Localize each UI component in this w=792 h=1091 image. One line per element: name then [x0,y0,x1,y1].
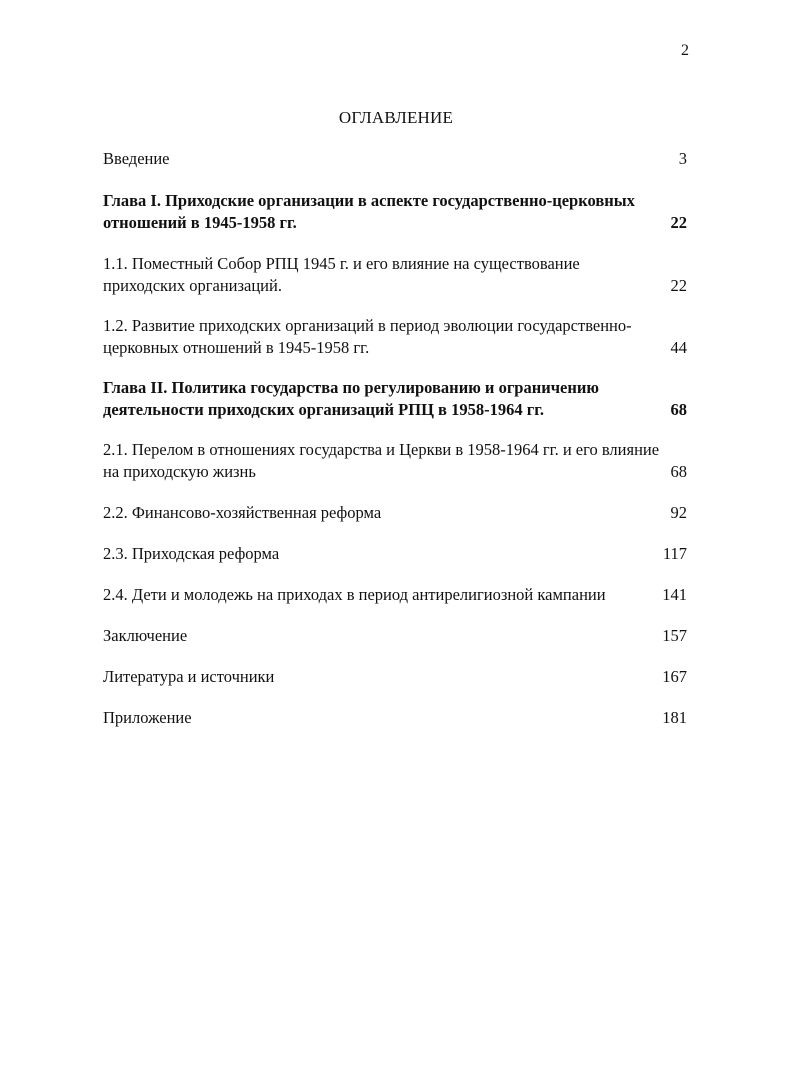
toc-entry-section-2-4[interactable] [103,584,687,606]
toc-entry-page: 92 [670,503,687,522]
toc-entry-page: 3 [678,149,687,168]
toc-entry-appendix[interactable] [103,707,687,729]
toc-entry-text: 2.2. Финансово-хозяйственная реформа [103,503,382,522]
toc-entry-text: 1.1. Поместный Собор РПЦ 1945 г. и его влияние на существование приходских организаций. [103,254,580,295]
toc-entry-page: 68 [670,400,687,419]
toc-entry-text: Приложение [103,708,192,727]
toc-entry-page: 181 [662,708,687,727]
toc-entry-text: 2.1. Перелом в отношениях государства и Церкви в 1958-1964 гг. и его влияние на приходскую жизнь [103,440,660,481]
toc-entry-chapter-2[interactable] [103,377,687,421]
toc-entry-text: Заключение [103,626,188,645]
toc-entry-section-1-1[interactable] [103,253,687,297]
toc-entry-text: Литература и источники [103,667,275,686]
table-of-contents [103,148,687,729]
toc-entry-page: 117 [662,544,687,563]
toc-entry-section-2-3[interactable] [103,543,687,565]
toc-entry-section-2-2[interactable] [103,502,687,524]
toc-entry-page: 22 [670,213,687,232]
toc-entry-introduction[interactable] [103,148,687,170]
toc-entry-chapter-1[interactable] [103,190,687,234]
toc-entry-text: Глава I. Приходские организации в аспекте государственно-церковных отношений в 1945-1958 гг. [103,191,635,232]
toc-entry-page: 68 [670,462,687,481]
toc-title: ОГЛАВЛЕНИЕ [338,108,454,127]
toc-entry-text: 2.4. Дети и молодежь на приходах в период антирелигиозной кампании [103,585,606,604]
toc-entry-section-2-1[interactable] [103,439,687,483]
toc-entry-text: 2.3. Приходская реформа [103,544,280,563]
toc-entry-section-1-2[interactable] [103,315,687,359]
toc-entry-page: 141 [662,585,687,604]
toc-entry-page: 44 [670,338,687,357]
toc-entry-conclusion[interactable] [103,625,687,647]
toc-entry-page: 22 [670,276,687,295]
toc-entry-page: 157 [662,626,687,645]
toc-entry-page: 167 [662,667,687,686]
toc-entry-text: 1.2. Развитие приходских организаций в период эволюции государственно-церковных отношений в 1945-1958 гг. [103,316,632,357]
page-number: 2 [681,42,689,59]
toc-entry-literature[interactable] [103,666,687,688]
toc-entry-text: Введение [103,149,170,168]
toc-entry-text: Глава II. Политика государства по регулированию и ограничению деятельности приходских организаций РПЦ в 1958-1964 гг. [103,378,599,419]
